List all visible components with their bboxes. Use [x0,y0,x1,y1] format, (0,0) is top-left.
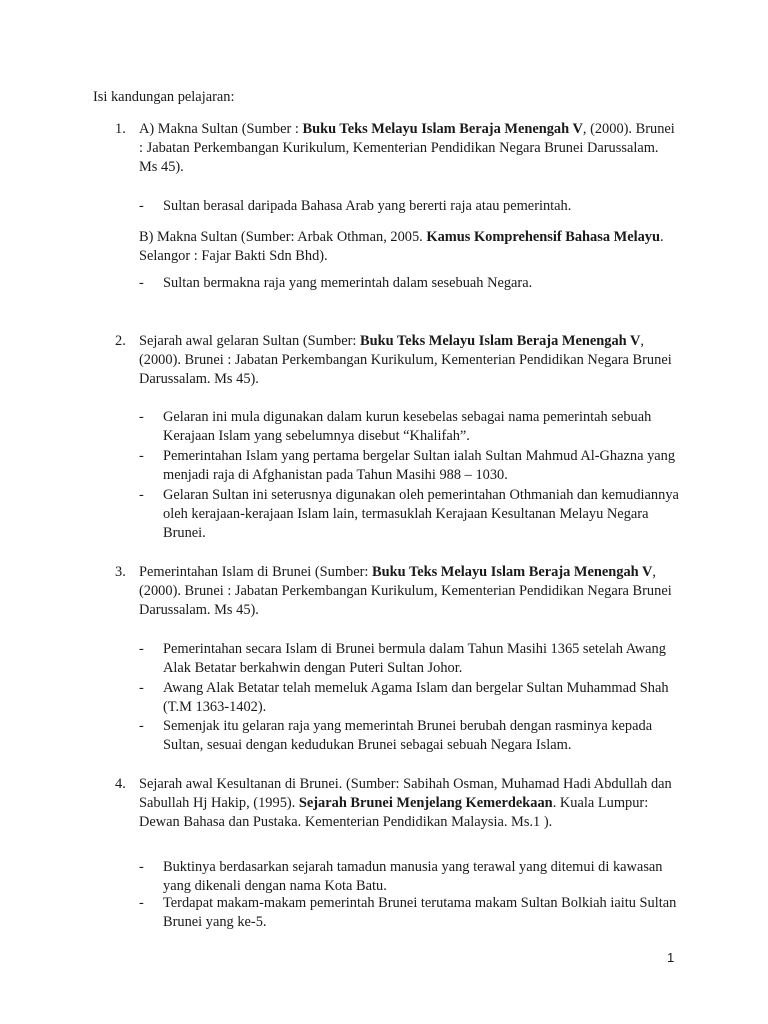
item-1-bullet-a: Sultan berasal daripada Bahasa Arab yang bererti raja atau pemerintah. [163,198,572,214]
source-text: , (2000). Brunei : Jabatan Perkembangan Kurikulum, Kementerian Pendidikan Negara Brunei Darussalam. Ms 45). [139,333,672,387]
item-2-bullet-1: Gelaran ini mula digunakan dalam kurun kesebelas sebagai nama pemerintah sebuah Kerajaan Islam yang sebelumnya disebut “Khalifah”. [163,409,652,444]
item-1-bullet-b: Sultan bermakna raja yang memerintah dalam sesebuah Negara. [163,275,533,291]
source-text: Sejarah awal Kesultanan di Brunei. (Sumber: Sabihah Osman, Muhamad Hadi Abdullah dan Sabullah Hj Hakip, (1995). [139,776,672,811]
bullet-mark: - [139,718,144,734]
bullet-mark: - [139,487,144,503]
bullet-mark: - [139,641,144,657]
item-3-bullet-1: Pemerintahan secara Islam di Brunei bermula dalam Tahun Masihi 1365 setelah Awang Alak Betatar berkahwin dengan Puteri Sultan Johor. [163,641,666,676]
item-4-bullet-2: Terdapat makam-makam pemerintah Brunei terutama makam Sultan Bolkiah iaitu Sultan Brunei yang ke-5. [163,895,677,930]
item-1-source-b [139,228,679,266]
item-number: 2. [115,333,126,349]
item-3-source [139,563,679,620]
source-text: . Selangor : Fajar Bakti Sdn Bhd). [139,229,664,264]
item-4-bullet-1: Buktinya berdasarkan sejarah tamadun manusia yang terawal yang ditemui di kawasan yang dikenali dengan nama Kota Batu. [163,859,663,894]
source-text: , (2000). Brunei : Jabatan Perkembangan Kurikulum, Kementerian Pendidikan Negara Brunei Darussalam. Ms 45). [139,564,672,618]
item-3-bullet-2: Awang Alak Betatar telah memeluk Agama Islam dan bergelar Sultan Muhammad Shah (T.M 1363-1402). [163,680,669,715]
book-title: Sejarah Brunei Menjelang Kemerdekaan [298,795,553,811]
bullet-mark: - [139,198,144,214]
book-title: Kamus Komprehensif Bahasa Melayu [426,229,660,245]
book-title: Buku Teks Melayu Islam Beraja Menengah V [359,333,641,349]
page-heading: Isi kandungan pelajaran: [93,89,235,105]
source-text: B) Makna Sultan (Sumber: Arbak Othman, 2005. [139,229,427,245]
item-3-bullet-3: Semenjak itu gelaran raja yang memerintah Brunei berubah dengan rasminya kepada Sultan, sesuai dengan kedudukan Brunei sebagai sebuah Negara Islam. [163,718,653,753]
source-text: Sejarah awal gelaran Sultan (Sumber: [139,333,360,349]
item-2-bullet-2: Pemerintahan Islam yang pertama bergelar Sultan ialah Sultan Mahmud Al-Ghazna yang menjadi raja di Afghanistan pada Tahun Masihi 988 – 1030. [163,448,676,483]
item-number: 1. [115,121,126,137]
page-number: 1 [667,950,675,965]
item-number: 3. [115,564,126,580]
book-title: Buku Teks Melayu Islam Beraja Menengah V [302,121,583,137]
bullet-mark: - [139,859,144,875]
bullet-mark: - [139,409,144,425]
source-text: . Kuala Lumpur: Dewan Bahasa dan Pustaka. Kementerian Pendidikan Malaysia. Ms.1 ). [139,795,649,830]
item-2-source [139,332,679,389]
item-4-source [139,775,679,832]
item-2-bullet-3: Gelaran Sultan ini seterusnya digunakan oleh pemerintahan Othmaniah dan kemudiannya oleh kerajaan-kerajaan Islam lain, termasuklah Kerajaan Kesultanan Melayu Negara Brunei. [163,487,679,541]
bullet-mark: - [139,448,144,464]
bullet-mark: - [139,680,144,696]
bullet-mark: - [139,275,144,291]
item-1-source-a [139,120,679,177]
source-text: Pemerintahan Islam di Brunei (Sumber: [139,564,372,580]
source-text: A) Makna Sultan (Sumber : [139,121,303,137]
item-number: 4. [115,776,126,792]
book-title: Buku Teks Melayu Islam Beraja Menengah V [372,564,653,580]
bullet-mark: - [139,895,144,911]
source-text: , (2000). Brunei : Jabatan Perkembangan Kurikulum, Kementerian Pendidikan Negara Brunei Darussalam. Ms 45). [139,121,675,175]
